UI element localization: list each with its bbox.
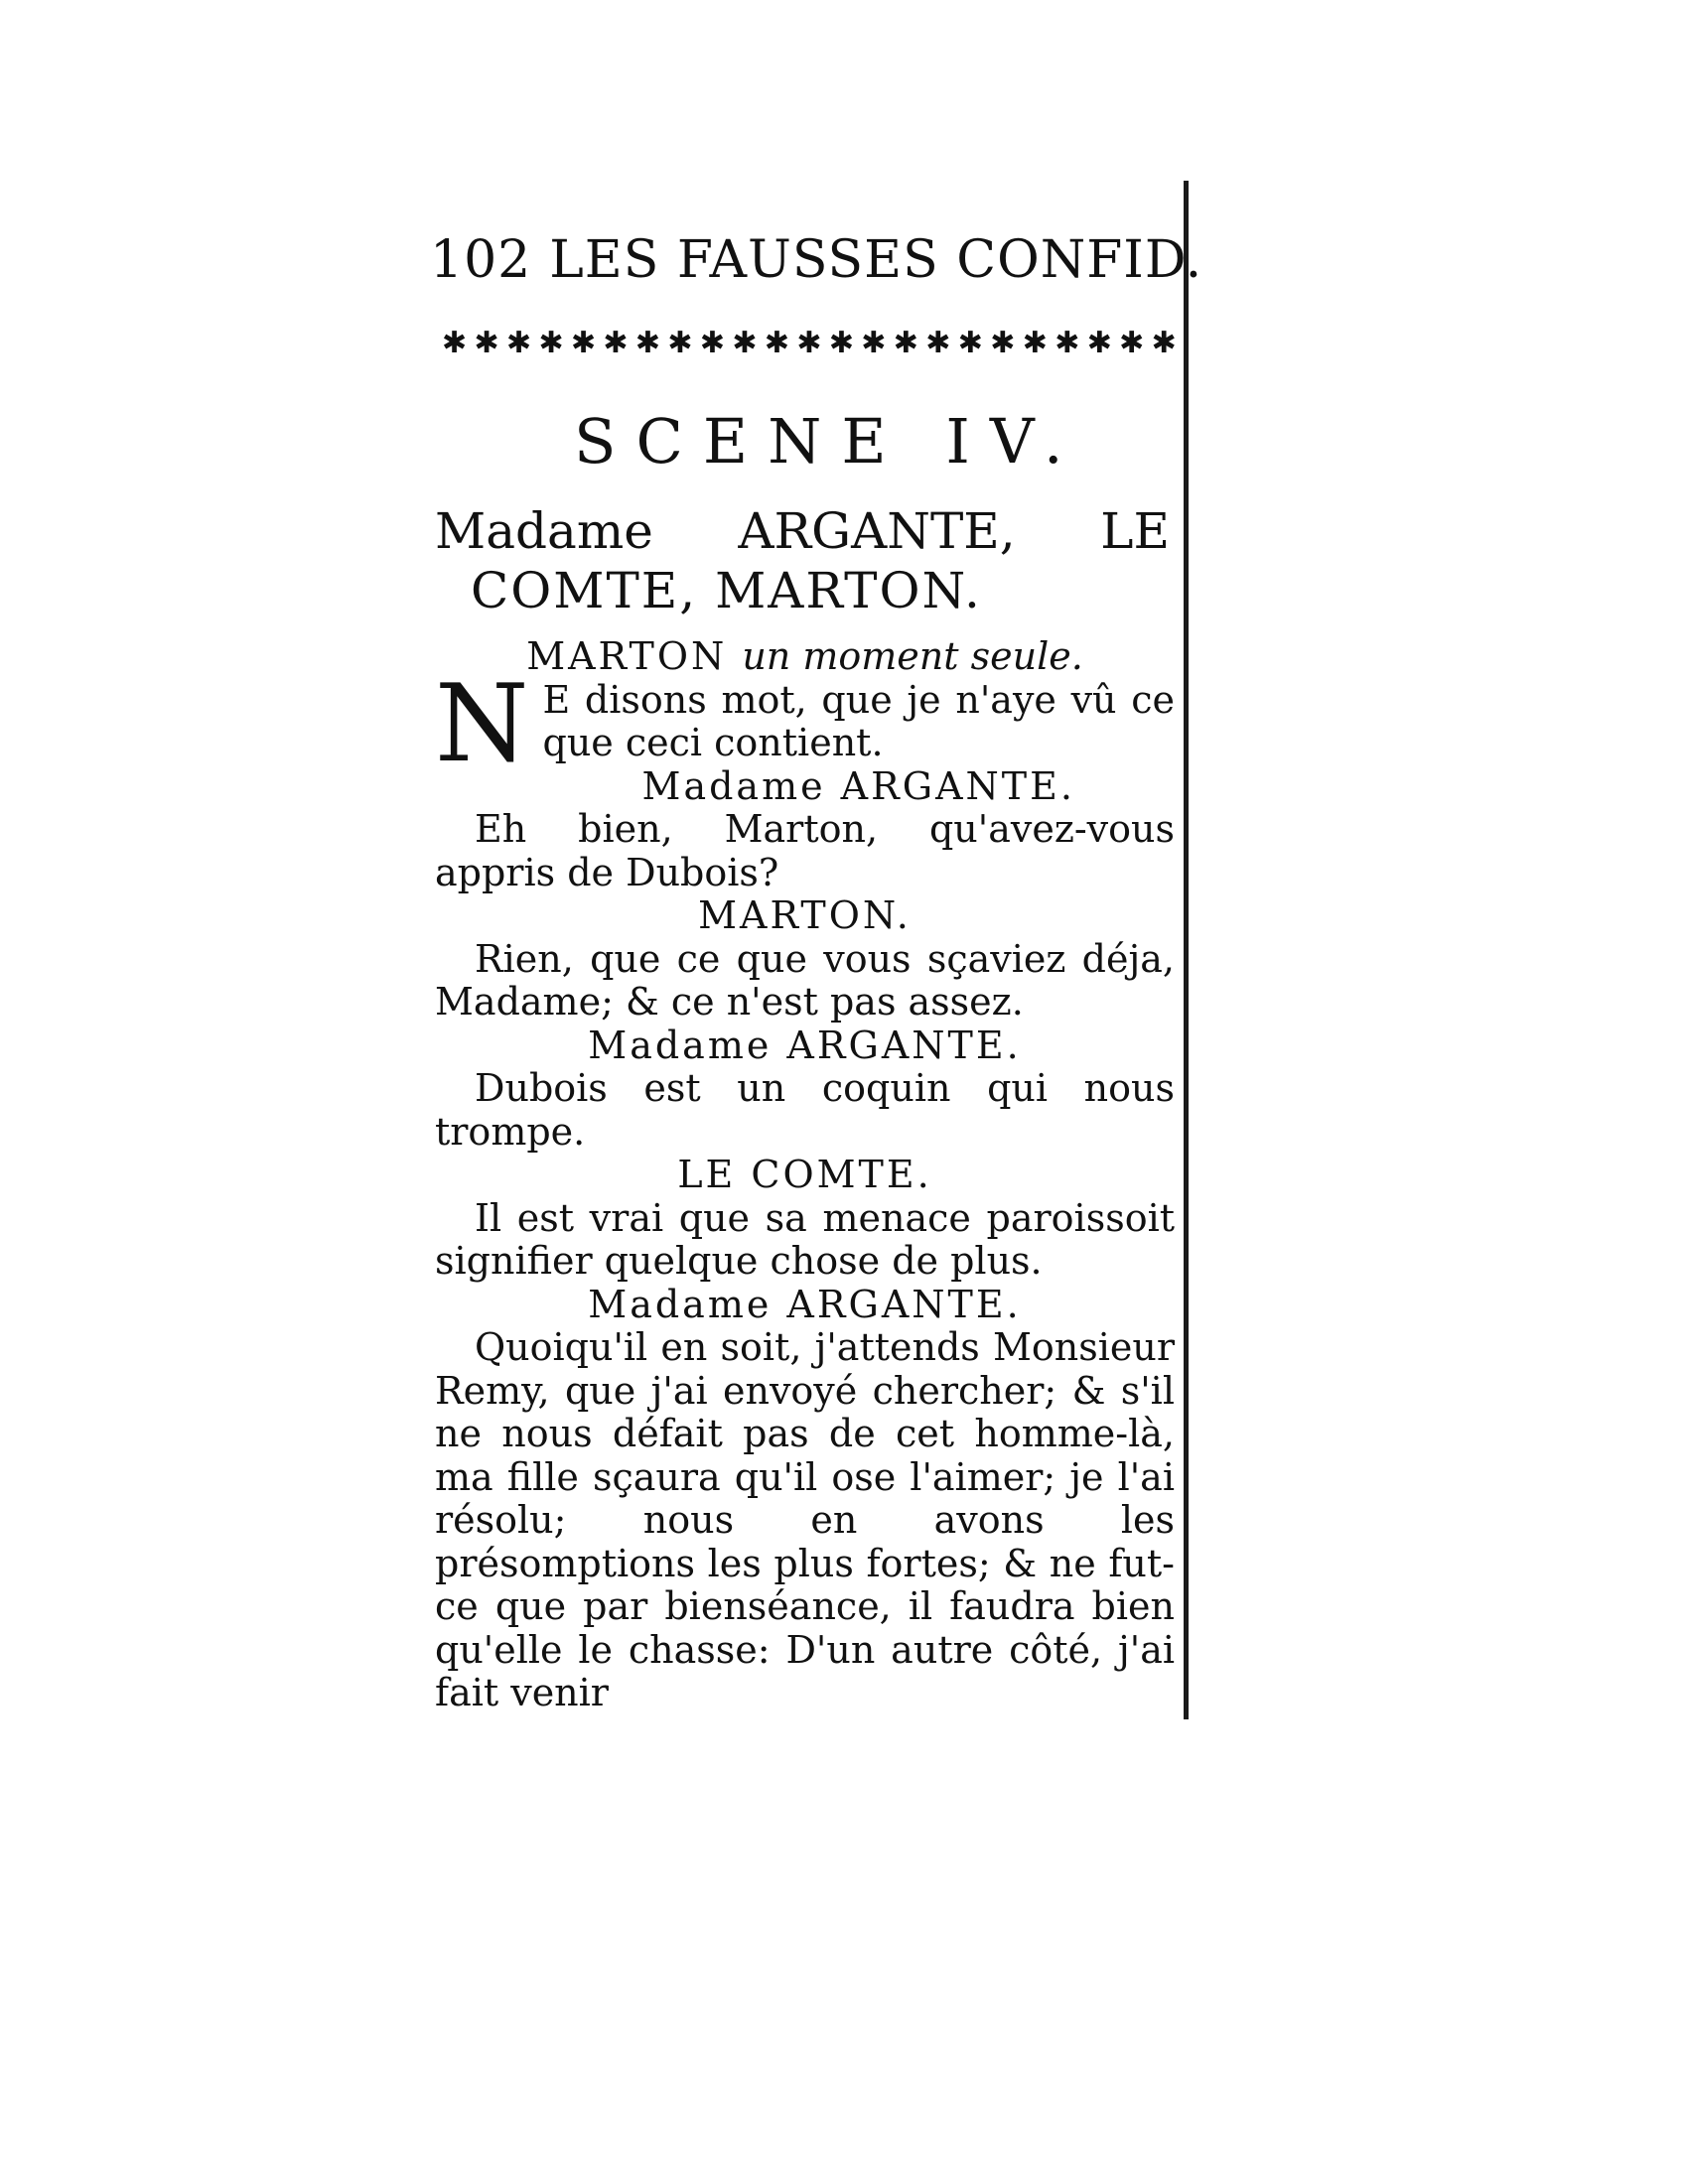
scene-title: SCENE IV. [574,405,1083,478]
running-head [430,230,1202,290]
ornament-glyph: ✱ [990,326,1016,359]
speech-text: Dubois est un coquin qui nous trompe. [435,1066,1175,1154]
ornament-glyph: ✱ [861,326,887,359]
ornament-glyph: ✱ [828,326,854,359]
ornamental-band [442,326,1177,359]
ornament-glyph: ✱ [538,326,564,359]
ornament-glyph: ✱ [1119,326,1145,359]
ornament-glyph: ✱ [796,326,822,359]
ornament-glyph: ✱ [957,326,983,359]
speaker-heading: Madame ARGANTE. [641,763,1075,808]
running-title: LES FAUSSES CONFID. [549,230,1203,290]
speech-text: Rien, que ce que vous sçaviez déja, Madame; & ce n'est pas assez. [435,936,1175,1024]
ornament-glyph: ✱ [1086,326,1112,359]
speaker-name: MARTON [526,634,728,678]
speaker-heading: LE COMTE. [677,1153,932,1196]
ornament-glyph: ✱ [442,326,468,359]
ornament-glyph: ✱ [505,326,532,359]
speaker-heading: MARTON. [698,893,912,937]
ornament-glyph: ✱ [570,326,597,359]
ornament-glyph: ✱ [732,326,758,359]
ornament-glyph: ✱ [925,326,951,359]
characters-list [435,501,1170,620]
ornament-glyph: ✱ [699,326,726,359]
drop-cap: N [435,661,529,786]
speech-text: Il est vrai que sa menace paroissoit signifier quelque chose de plus. [435,1195,1175,1283]
speech-text: E disons mot, que je n'aye vû ce que ceci contient. [542,677,1175,764]
ornament-glyph: ✱ [474,326,499,359]
speaker-heading: Madame ARGANTE. [588,1023,1022,1067]
speaker-heading: Madame ARGANTE. [588,1282,1022,1326]
ornament-glyph: ✱ [764,326,789,359]
speech-text: Quoiqu'il en soit, j'attends Monsieur Remy, que j'ai envoyé chercher; & s'il ne nous défait pas de cet homme-là, ma fille sçaura qu'il ose l'aimer; je l'ai résolu; nous en avons les présomptions les plus fortes; & ne fut-ce que par bienséance, il faudra bien qu'elle le chasse: D'un autre côté, j'ai fait venir [435,1325,1175,1714]
characters-line-2: COMTE, MARTON. [471,562,982,619]
page-edge-shadow [1184,181,1189,1719]
ornament-glyph: ✱ [1151,326,1177,359]
dialogue [435,635,1175,1715]
ornament-glyph: ✱ [1022,326,1048,359]
speech-text: Eh bien, Marton, qu'avez-vous appris de Dubois? [435,807,1175,894]
ornament-glyph: ✱ [634,326,661,359]
ornament-glyph: ✱ [1055,326,1080,359]
ornament-glyph: ✱ [603,326,629,359]
ornament-glyph: ✱ [893,326,918,359]
ornament-glyph: ✱ [667,326,693,359]
characters-line-1: Madame ARGANTE, LE [435,502,1170,560]
stage-direction: un moment seule. [742,634,1083,678]
speaker-heading [435,635,1175,679]
page-number: 102 [430,230,532,290]
